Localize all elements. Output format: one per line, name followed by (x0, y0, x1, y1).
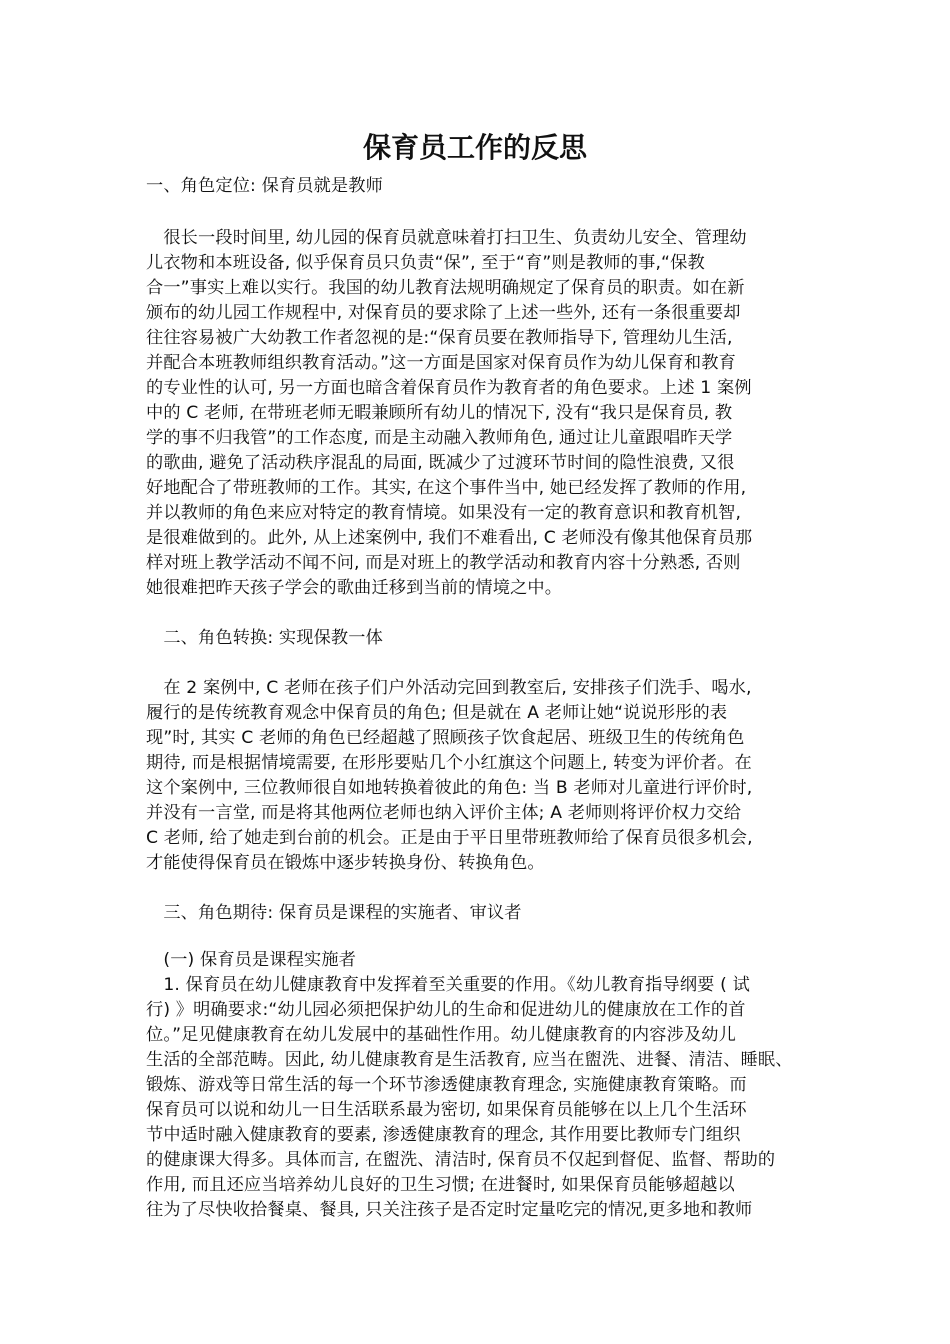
paragraph-line: 行) 》明确要求:“幼儿园必须把保护幼儿的生命和促进幼儿的健康放在工作的首 (146, 1000, 746, 1020)
paragraph-line: 位。”足见健康教育在幼儿发展中的基础性作用。幼儿健康教育的内容涉及幼儿 (146, 1025, 736, 1045)
paragraph-line: 很长一段时间里, 幼儿园的保育员就意味着打扫卫生、负责幼儿安全、管理幼 (146, 228, 747, 248)
paragraph-line: 作用, 而且还应当培养幼儿良好的卫生习惯; 在进餐时, 如果保育员能够超越以 (146, 1175, 735, 1195)
paragraph-line: 节中适时融入健康教育的要素, 渗透健康教育的理念, 其作用要比教师专门组织 (146, 1125, 741, 1145)
paragraph-line: 生活的全部范畴。因此, 幼儿健康教育是生活教育, 应当在盥洗、进餐、清洁、睡眠、 (146, 1050, 793, 1070)
paragraph-line: 履行的是传统教育观念中保育员的角色; 但是就在 A 老师让她“说说形彤的表 (146, 703, 728, 723)
paragraph-line: 学的事不归我管”的工作态度, 而是主动融入教师角色, 通过让儿童跟唱昨天学 (146, 428, 733, 448)
paragraph-line: 好地配合了带班教师的工作。其实, 在这个事件当中, 她已经发挥了教师的作用, (146, 478, 747, 498)
paragraph-line: 并配合本班教师组织教育活动。”这一方面是国家对保育员作为幼儿保育和教育 (146, 353, 736, 373)
paragraph-line: 并没有一言堂, 而是将其他两位老师也纳入评价主体; A 老师则将评价权力交给 (146, 803, 742, 823)
paragraph-line: C 老师, 给了她走到台前的机会。正是由于平日里带班教师给了保育员很多机会, (146, 828, 753, 848)
paragraph-line: 的歌曲, 避免了活动秩序混乱的局面, 既减少了过渡环节时间的隐性浪费, 又很 (146, 453, 735, 473)
paragraph-line: 1. 保育员在幼儿健康教育中发挥着至关重要的作用。《幼儿教育指导纲要 ( 试 (146, 975, 750, 995)
paragraph-line: 颁布的幼儿园工作规程中, 对保育员的要求除了上述一些外, 还有一条很重要却 (146, 303, 741, 323)
paragraph-line: 往为了尽快收拾餐桌、餐具, 只关注孩子是否定时定量吃完的情况,更多地和教师 (146, 1200, 753, 1220)
paragraph-line: 保育员可以说和幼儿一日生活联系最为密切, 如果保育员能够在以上几个生活环 (146, 1100, 747, 1120)
paragraph-line: 合一”事实上难以实行。我国的幼儿教育法规明确规定了保育员的职责。如在新 (146, 278, 745, 298)
paragraph-line: 往往容易被广大幼教工作者忽视的是:“保育员要在教师指导下, 管理幼儿生活, (146, 328, 733, 348)
paragraph-line: 的专业性的认可, 另一方面也暗含着保育员作为教育者的角色要求。上述 1 案例 (146, 378, 752, 398)
paragraph-line: 期待, 而是根据情境需要, 在形彤要贴几个小红旗这个问题上, 转变为评价者。在 (146, 753, 752, 773)
section-heading-3: 三、角色期待: 保育员是课程的实施者、审议者 (146, 903, 522, 923)
section-heading-1: 一、角色定位: 保育员就是教师 (146, 176, 383, 196)
subsection-heading: (一) 保育员是课程实施者 (146, 950, 357, 970)
paragraph-line: 是很难做到的。此外, 从上述案例中, 我们不难看出, C 老师没有像其他保育员那 (146, 528, 753, 548)
paragraph-line: 她很难把昨天孩子学会的歌曲迁移到当前的情境之中。 (146, 578, 563, 598)
paragraph-line: 在 2 案例中, C 老师在孩子们户外活动完回到教室后, 安排孩子们洗手、喝水, (146, 678, 752, 698)
paragraph-line: 样对班上教学活动不闻不问, 而是对班上的教学活动和教育内容十分熟悉, 否则 (146, 553, 741, 573)
paragraph-line: 并以教师的角色来应对特定的教育情境。如果没有一定的教育意识和教育机智, (146, 503, 742, 523)
paragraph-line: 中的 C 老师, 在带班老师无暇兼顾所有幼儿的情况下, 没有“我只是保育员, 教 (146, 403, 733, 423)
paragraph-line: 现”时, 其实 C 老师的角色已经超越了照顾孩子饮食起居、班级卫生的传统角色 (146, 728, 745, 748)
document-title: 保育员工作的反思 (362, 131, 587, 164)
paragraph-line: 这个案例中, 三位教师很自如地转换着彼此的角色: 当 B 老师对儿童进行评价时, (146, 778, 753, 798)
paragraph-line: 才能使得保育员在锻炼中逐步转换身份、转换角色。 (146, 853, 545, 873)
section-heading-2: 二、角色转换: 实现保教一体 (146, 628, 383, 648)
paragraph-line: 的健康课大得多。具体而言, 在盥洗、清洁时, 保育员不仅起到督促、监督、帮助的 (146, 1150, 776, 1170)
paragraph-line: 锻炼、游戏等日常生活的每一个环节渗透健康教育理念, 实施健康教育策略。而 (146, 1075, 747, 1095)
paragraph-line: 儿衣物和本班设备, 似乎保育员只负责“保”, 至于“育”则是教师的事,“保教 (146, 253, 705, 273)
